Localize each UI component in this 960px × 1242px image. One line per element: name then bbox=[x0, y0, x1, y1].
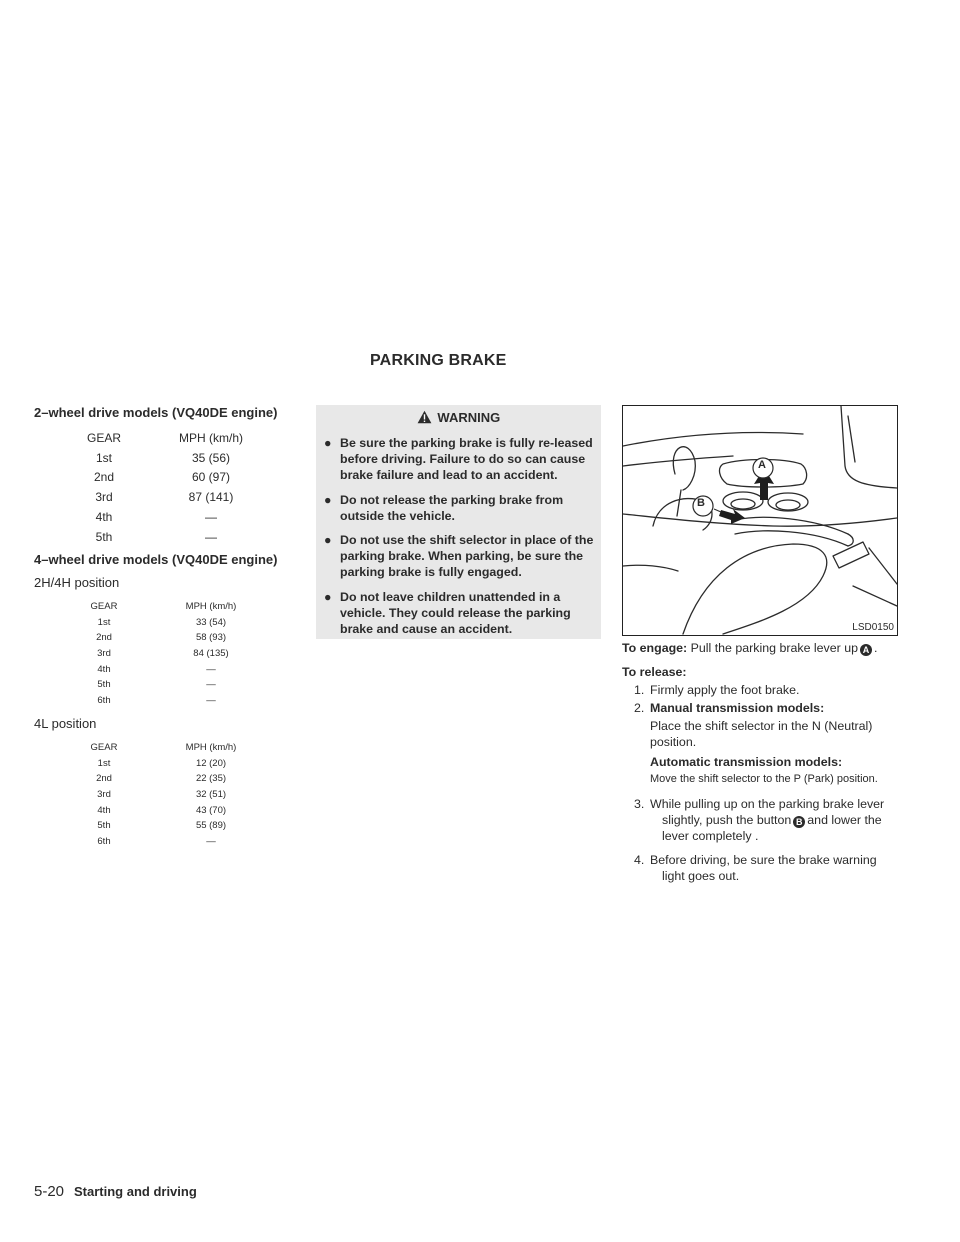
step1-text: Firmly apply the foot brake. bbox=[650, 683, 800, 697]
step3-line-c: lever completely . bbox=[662, 829, 759, 843]
header-mph: MPH (km/h) bbox=[179, 430, 243, 445]
table-row bbox=[72, 527, 286, 547]
table-row bbox=[72, 646, 286, 662]
step2-auto-text: Move the shift selector to the P (Park) position. bbox=[650, 773, 878, 785]
speed-cell: 22 (35) bbox=[195, 773, 227, 785]
engage-text: Pull the parking brake lever up bbox=[690, 641, 858, 655]
table-row bbox=[72, 507, 286, 527]
table-header-row bbox=[72, 428, 286, 448]
table-row bbox=[72, 630, 286, 646]
gear-cell: 3rd bbox=[95, 490, 113, 505]
table-row bbox=[72, 448, 286, 468]
speed-cell: 43 (70) bbox=[195, 804, 227, 816]
step4-line-b: light goes out. bbox=[662, 869, 740, 883]
step3-line-b-start: slightly, push the button bbox=[662, 813, 792, 827]
parking-brake-illustration bbox=[622, 405, 898, 636]
gear-cell: 4th bbox=[97, 804, 111, 816]
step2-num: 2. bbox=[634, 701, 645, 715]
gear-cell: 5th bbox=[97, 679, 111, 691]
gear-cell: 4th bbox=[95, 510, 113, 525]
gear-cell: 3rd bbox=[97, 789, 111, 801]
speed-cell: 35 (56) bbox=[191, 450, 231, 465]
step4-line-a: Before driving, be sure the brake warning bbox=[650, 853, 877, 867]
step1-num: 1. bbox=[634, 683, 645, 697]
table-row bbox=[72, 661, 286, 677]
step2-manual-text-1: Place the shift selector in the N (Neutral) bbox=[650, 719, 873, 733]
speed-cell: 12 (20) bbox=[195, 757, 227, 769]
table-row bbox=[72, 615, 286, 631]
gear-cell: 6th bbox=[97, 694, 111, 706]
step3-line-b bbox=[662, 812, 882, 828]
console-drawing bbox=[623, 406, 897, 635]
speed-cell: — bbox=[206, 835, 216, 847]
speed-cell: 32 (51) bbox=[195, 789, 227, 801]
header-gear: GEAR bbox=[90, 601, 118, 613]
speed-cell: — bbox=[206, 663, 216, 675]
warning-list bbox=[324, 435, 596, 645]
header-mph: MPH (km/h) bbox=[185, 742, 237, 754]
table-row bbox=[72, 787, 286, 803]
gear-cell: 5th bbox=[97, 820, 111, 832]
gear-cell: 2nd bbox=[93, 470, 115, 485]
header-gear: GEAR bbox=[90, 742, 118, 754]
speed-cell: — bbox=[206, 694, 216, 706]
page-number: 5-20 bbox=[34, 1183, 65, 1200]
warning-item-text: Do not release the parking brake from outside the vehicle. bbox=[340, 492, 564, 523]
warning-title: WARNING bbox=[437, 410, 501, 425]
speed-cell: 58 (93) bbox=[195, 632, 227, 644]
warning-header bbox=[316, 410, 601, 425]
table-row bbox=[72, 677, 286, 693]
gear-cell: 6th bbox=[97, 835, 111, 847]
step2-manual-text-2: position. bbox=[650, 735, 697, 749]
step2-manual-title: Manual transmission models: bbox=[650, 701, 825, 715]
step3-line-b-end: and lower the bbox=[807, 813, 882, 827]
gear-cell: 1st bbox=[97, 616, 111, 628]
speed-cell: — bbox=[205, 529, 217, 544]
table-2h4h bbox=[72, 599, 286, 708]
marker-b-icon: B bbox=[793, 816, 805, 828]
speed-cell: 55 (89) bbox=[195, 820, 227, 832]
figure-code: LSD0150 bbox=[852, 622, 894, 633]
gear-cell: 2nd bbox=[96, 773, 112, 785]
header-mph: MPH (km/h) bbox=[185, 601, 237, 613]
bullet-icon: ● bbox=[324, 492, 332, 507]
speed-cell: 84 (135) bbox=[193, 648, 229, 660]
gear-cell: 2nd bbox=[96, 632, 112, 644]
marker-a-icon: A bbox=[860, 644, 872, 656]
speed-cell: — bbox=[205, 510, 217, 525]
warning-triangle-icon bbox=[417, 410, 432, 424]
table-row bbox=[72, 468, 286, 488]
figure-label-a: A bbox=[758, 459, 766, 471]
list-item bbox=[324, 435, 596, 484]
step3-line-a: While pulling up on the parking brake lever bbox=[650, 797, 885, 811]
engage-line bbox=[622, 640, 877, 656]
table-row bbox=[72, 802, 286, 818]
table-row bbox=[72, 834, 286, 850]
table-2wd bbox=[72, 428, 286, 547]
bullet-icon: ● bbox=[324, 589, 332, 604]
heading-4wd: 4–wheel drive models (VQ40DE engine) bbox=[34, 552, 278, 567]
step2-auto-title: Automatic transmission models: bbox=[650, 755, 843, 769]
table-row bbox=[72, 756, 286, 772]
speed-cell: — bbox=[206, 679, 216, 691]
table-header-row bbox=[72, 740, 286, 756]
speed-cell: 87 (141) bbox=[188, 490, 234, 505]
position-2h4h-label: 2H/4H position bbox=[34, 575, 120, 590]
gear-cell: 5th bbox=[95, 529, 113, 544]
bullet-icon: ● bbox=[324, 436, 332, 450]
gear-cell: 1st bbox=[97, 757, 111, 769]
warning-item-text: Do not use the shift selector in place of the parking brake. When parking, be sure the parking brake is fully engaged. bbox=[340, 533, 594, 580]
warning-item-text: Do not leave children unattended in a vehicle. They could release the parking brake and cause an accident. bbox=[340, 589, 571, 637]
bullet-icon: ● bbox=[324, 533, 332, 548]
table-header-row bbox=[72, 599, 286, 615]
gear-cell: 1st bbox=[95, 450, 112, 465]
step4-num: 4. bbox=[634, 853, 645, 867]
heading-2wd: 2–wheel drive models (VQ40DE engine) bbox=[34, 405, 278, 420]
position-4l-label: 4L position bbox=[34, 716, 97, 731]
header-gear: GEAR bbox=[86, 430, 121, 445]
list-item bbox=[324, 492, 596, 524]
list-item bbox=[324, 532, 596, 581]
chapter-label: Starting and driving bbox=[74, 1184, 197, 1199]
speed-cell: 33 (54) bbox=[195, 616, 227, 628]
table-row bbox=[72, 771, 286, 787]
table-4l bbox=[72, 740, 286, 849]
engage-end: . bbox=[874, 641, 878, 655]
table-row bbox=[72, 818, 286, 834]
warning-box bbox=[316, 405, 601, 639]
figure-label-b: B bbox=[697, 497, 705, 509]
warning-item-text: Be sure the parking brake is fully re-leased before driving. Failure to do so can cause brake failure and lead to an accident. bbox=[340, 436, 593, 483]
gear-cell: 4th bbox=[97, 663, 111, 675]
step3-num: 3. bbox=[634, 797, 645, 811]
table-row bbox=[72, 693, 286, 709]
engage-label: To engage: bbox=[622, 641, 688, 655]
list-item bbox=[324, 589, 596, 638]
gear-cell: 3rd bbox=[97, 648, 111, 660]
section-title: PARKING BRAKE bbox=[370, 352, 507, 369]
table-row bbox=[72, 487, 286, 507]
release-label: To release: bbox=[622, 665, 687, 679]
speed-cell: 60 (97) bbox=[191, 470, 231, 485]
